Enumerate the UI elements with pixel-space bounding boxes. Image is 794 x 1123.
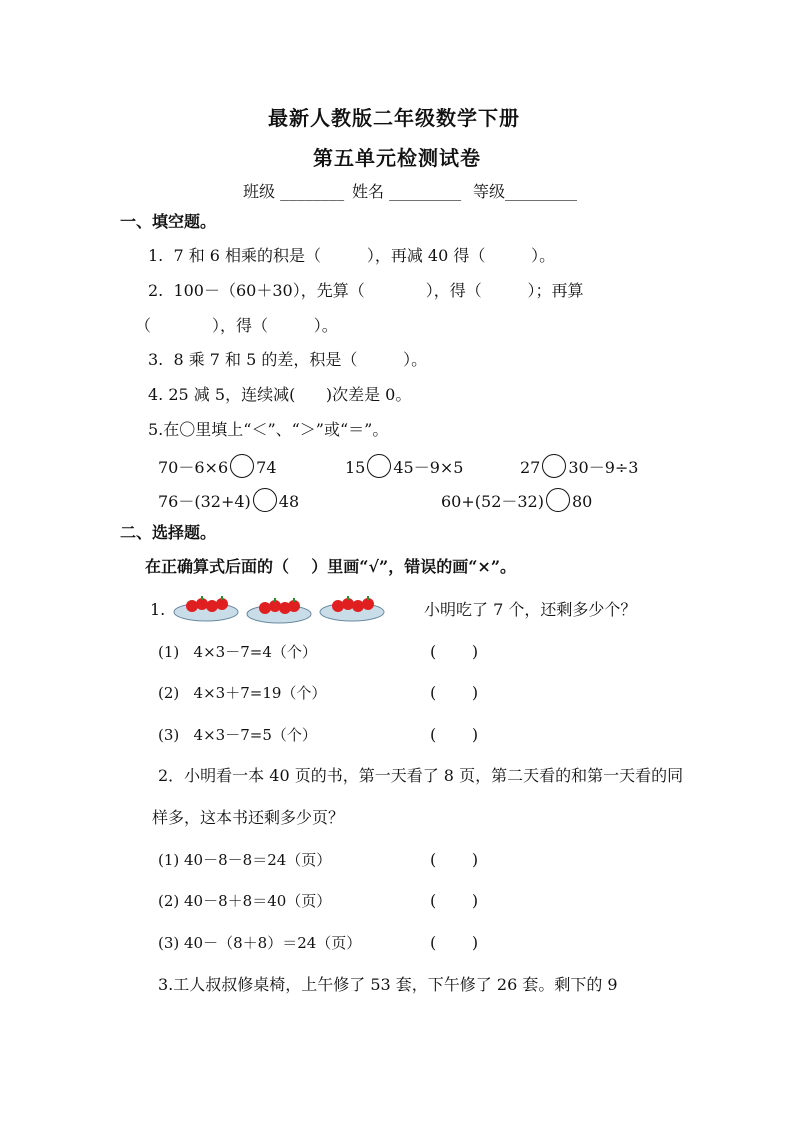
compare-2: [345, 454, 464, 478]
section1-heading: 一、填空题。: [120, 212, 217, 231]
answer-paren[interactable]: ( ): [430, 850, 479, 869]
question-1-2a: 2. 100－（60＋30），先算（ ），得（ ）；再算: [148, 281, 584, 300]
question-2-2b: 样多，这本书还剩多少页？: [152, 808, 345, 827]
compare-4-left: 76－(32+4): [158, 492, 251, 511]
compare-circle[interactable]: [542, 454, 566, 478]
compare-circle[interactable]: [367, 454, 391, 478]
compare-3: [520, 454, 639, 478]
compare-5-right: 80: [571, 492, 593, 511]
page-title: 最新人教版二年级数学下册: [268, 106, 520, 130]
question-2-1-text: 小明吃了 7 个，还剩多少个？: [424, 600, 637, 619]
plate-3: [320, 596, 384, 621]
choice-2-1-2: (2) 4×3＋7=19（个）: [158, 684, 327, 702]
compare-4-right: 48: [278, 492, 300, 511]
compare-3-left: 27: [520, 458, 541, 477]
question-1-1: 1. 7 和 6 相乘的积是（ ），再减 40 得（ ）。: [148, 246, 556, 265]
question-1-4: 4. 25 减 5，连续减( )次差是 0。: [148, 385, 412, 404]
answer-paren[interactable]: ( ): [430, 891, 479, 910]
choice-2-2-3: (3) 40－（8＋8）＝24（页）: [158, 934, 362, 952]
question-1-5: 5.在〇里填上“＜”、“＞”或“＝”。: [148, 420, 389, 439]
compare-5-left: 60+(52－32): [441, 492, 544, 511]
question-2-2a: 2．小明看一本 40 页的书，第一天看了 8 页，第二天看的和第一天看的同: [158, 766, 684, 785]
compare-2-left: 15: [345, 458, 366, 477]
choice-2-1-1: (1) 4×3－7=4（个）: [158, 643, 317, 661]
section2-heading: 二、选择题。: [120, 523, 217, 542]
question-2-1-number: 1.: [150, 600, 166, 619]
answer-paren[interactable]: ( ): [430, 683, 479, 702]
compare-circle[interactable]: [230, 454, 254, 478]
question-2-3: 3.工人叔叔修桌椅，上午修了 53 套，下午修了 26 套。剩下的 9: [158, 975, 618, 994]
plate-2: [247, 598, 311, 623]
answer-paren[interactable]: ( ): [430, 642, 479, 661]
grade-field[interactable]: 等级_________: [473, 182, 578, 201]
compare-5: [441, 488, 592, 512]
compare-1: [158, 454, 277, 478]
compare-3-right: 30－9÷3: [568, 458, 639, 477]
answer-paren[interactable]: ( ): [430, 725, 479, 744]
compare-2-right: 45－9×5: [393, 458, 464, 477]
class-field[interactable]: 班级 ________: [243, 182, 345, 201]
choice-2-2-2: (2) 40－8＋8＝40（页）: [158, 892, 332, 910]
compare-circle[interactable]: [546, 488, 570, 512]
choice-2-1-3: (3) 4×3－7=5（个）: [158, 726, 317, 744]
name-field[interactable]: 姓名 _________: [352, 182, 462, 201]
choice-2-2-1: (1) 40－8－8＝24（页）: [158, 851, 332, 869]
question-1-2b: （ ），得（ ）。: [135, 316, 338, 335]
section2-instruction: 在正确算式后面的（ ）里画“√”，错误的画“×”。: [145, 557, 517, 576]
compare-1-right: 74: [256, 458, 277, 477]
apple-plate-image: [172, 590, 392, 626]
compare-circle[interactable]: [253, 488, 277, 512]
question-1-3: 3. 8 乘 7 和 5 的差，积是（ ）。: [148, 350, 428, 369]
page-subtitle: 第五单元检测试卷: [313, 146, 481, 170]
plate-1: [174, 596, 238, 621]
compare-1-left: 70－6×6: [158, 458, 229, 477]
compare-4: [158, 488, 299, 512]
answer-paren[interactable]: ( ): [430, 933, 479, 952]
